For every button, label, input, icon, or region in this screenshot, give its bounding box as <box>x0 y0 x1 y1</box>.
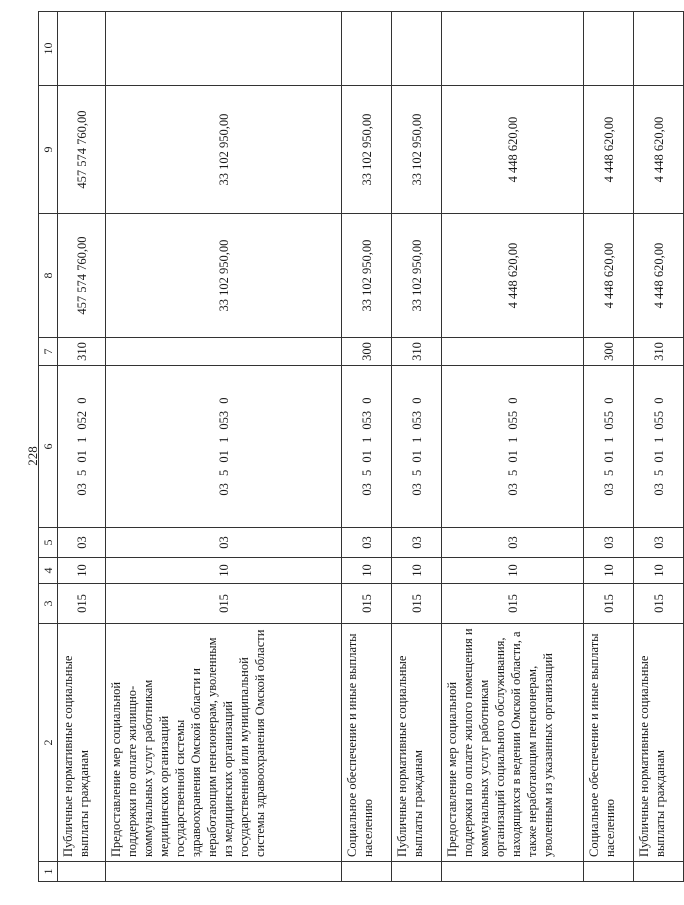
empty-cell <box>342 12 392 86</box>
expense-type-cell: 310 <box>392 338 442 366</box>
subsection-code-cell: 03 <box>342 528 392 558</box>
budget-table-sheet <box>38 12 667 882</box>
table-row <box>392 12 442 882</box>
section-code-cell: 10 <box>442 558 584 584</box>
column-number: 8 <box>39 214 58 338</box>
amount-cell: 33 102 950,00 <box>106 86 342 214</box>
empty-cell <box>392 12 442 86</box>
amount-cell: 33 102 950,00 <box>342 86 392 214</box>
ministry-code-cell: 015 <box>342 584 392 624</box>
table-row <box>106 12 342 882</box>
subsection-code-cell: 03 <box>106 528 342 558</box>
target-article-cell: 03 5 01 1 053 0 <box>106 366 342 528</box>
column-number: 2 <box>39 624 58 862</box>
target-article-cell: 03 5 01 1 053 0 <box>392 366 442 528</box>
ministry-code-cell: 015 <box>584 584 634 624</box>
amount-cell: 4 448 620,00 <box>442 214 584 338</box>
empty-cell <box>442 12 584 86</box>
ministry-code-cell: 015 <box>58 584 106 624</box>
section-code-cell: 10 <box>392 558 442 584</box>
empty-cell <box>106 12 342 86</box>
amount-cell: 33 102 950,00 <box>106 214 342 338</box>
table-row <box>634 12 684 882</box>
subsection-code-cell: 03 <box>58 528 106 558</box>
page-number: 228 <box>25 446 40 466</box>
row-name-cell: Предоставление мер социальной поддержки по оплате жилищно-коммунальных услуг работникам медицинских организаций государственной системы здравоохранения Омской области и неработающим пенсионерам, уволенным из медицинских организаций государственной или муниципальной системы здравоохранения Омской области <box>106 624 342 862</box>
row-marker-cell <box>442 862 584 882</box>
subsection-code-cell: 03 <box>392 528 442 558</box>
amount-cell: 4 448 620,00 <box>584 214 634 338</box>
row-name-cell: Социальное обеспечение и иные выплаты населению <box>584 624 634 862</box>
subsection-code-cell: 03 <box>634 528 684 558</box>
amount-cell: 33 102 950,00 <box>392 86 442 214</box>
subsection-code-cell: 03 <box>584 528 634 558</box>
row-marker-cell <box>342 862 392 882</box>
amount-cell: 33 102 950,00 <box>342 214 392 338</box>
ministry-code-cell: 015 <box>442 584 584 624</box>
row-name-cell: Публичные нормативные социальные выплаты гражданам <box>58 624 106 862</box>
empty-cell <box>584 12 634 86</box>
column-number: 4 <box>39 558 58 584</box>
row-marker-cell <box>584 862 634 882</box>
row-marker-cell <box>392 862 442 882</box>
amount-cell: 4 448 620,00 <box>634 214 684 338</box>
ministry-code-cell: 015 <box>634 584 684 624</box>
empty-cell <box>634 12 684 86</box>
column-number: 9 <box>39 86 58 214</box>
subsection-code-cell: 03 <box>442 528 584 558</box>
section-code-cell: 10 <box>106 558 342 584</box>
expense-type-cell: 310 <box>634 338 684 366</box>
column-number: 5 <box>39 528 58 558</box>
table-row <box>584 12 634 882</box>
target-article-cell: 03 5 01 1 055 0 <box>634 366 684 528</box>
table-row <box>58 12 106 882</box>
amount-cell: 457 574 760,00 <box>58 214 106 338</box>
amount-cell: 33 102 950,00 <box>392 214 442 338</box>
table-row <box>442 12 584 882</box>
amount-cell: 4 448 620,00 <box>442 86 584 214</box>
expense-type-cell: 310 <box>58 338 106 366</box>
row-marker-cell <box>58 862 106 882</box>
column-number: 6 <box>39 366 58 528</box>
row-name-cell: Публичные нормативные социальные выплаты гражданам <box>634 624 684 862</box>
amount-cell: 4 448 620,00 <box>584 86 634 214</box>
amount-cell: 457 574 760,00 <box>58 86 106 214</box>
section-code-cell: 10 <box>58 558 106 584</box>
column-number: 3 <box>39 584 58 624</box>
amount-cell: 4 448 620,00 <box>634 86 684 214</box>
table-row <box>342 12 392 882</box>
column-number: 1 <box>39 862 58 882</box>
target-article-cell: 03 5 01 1 052 0 <box>58 366 106 528</box>
ministry-code-cell: 015 <box>106 584 342 624</box>
row-name-cell: Социальное обеспечение и иные выплаты населению <box>342 624 392 862</box>
target-article-cell: 03 5 01 1 055 0 <box>442 366 584 528</box>
budget-table <box>38 11 684 882</box>
expense-type-cell: 300 <box>584 338 634 366</box>
column-number: 7 <box>39 338 58 366</box>
row-name-cell: Публичные нормативные социальные выплаты гражданам <box>392 624 442 862</box>
expense-type-cell <box>106 338 342 366</box>
column-number: 10 <box>39 12 58 86</box>
expense-type-cell <box>442 338 584 366</box>
column-number-row <box>39 12 58 882</box>
section-code-cell: 10 <box>634 558 684 584</box>
row-name-cell: Предоставление мер социальной поддержки по оплате жилого помещения и коммунальных услуг работникам организаций социального обслуживания, находящихся в ведении Омской области, а также неработающим пенсионерам, уволенным из указанных организаций <box>442 624 584 862</box>
section-code-cell: 10 <box>342 558 392 584</box>
section-code-cell: 10 <box>584 558 634 584</box>
target-article-cell: 03 5 01 1 053 0 <box>342 366 392 528</box>
ministry-code-cell: 015 <box>392 584 442 624</box>
expense-type-cell: 300 <box>342 338 392 366</box>
empty-cell <box>58 12 106 86</box>
row-marker-cell <box>634 862 684 882</box>
target-article-cell: 03 5 01 1 055 0 <box>584 366 634 528</box>
row-marker-cell <box>106 862 342 882</box>
